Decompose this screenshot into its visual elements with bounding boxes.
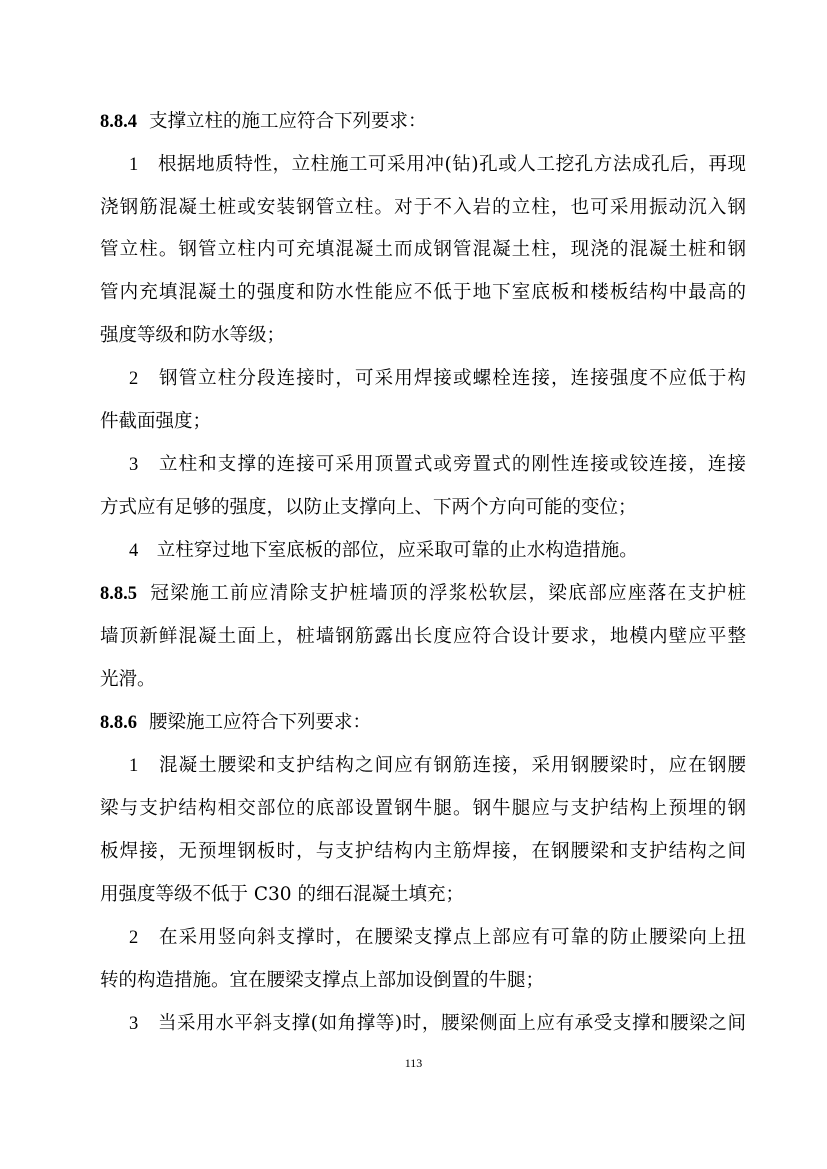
item-number: 2 <box>129 369 139 389</box>
item-number: 1 <box>129 756 139 776</box>
paragraph-line: 方式应有足够的强度，以防止支撑向上、下两个方向可能的变位； <box>100 497 637 518</box>
paragraph-line: 2 在采用竖向斜支撑时，在腰梁支撑点上部应有可靠的防止腰梁向上扭 <box>129 927 746 948</box>
paragraph-line: 强度等级和防水等级； <box>100 325 286 346</box>
paragraph-line: 梁与支护结构相交部位的底部设置钢牛腿。钢牛腿应与支护结构上预埋的钢 <box>100 798 746 819</box>
paragraph-line: 转的构造措施。宜在腰梁支撑点上部加设倒置的牛腿； <box>100 970 545 991</box>
item-number: 3 <box>129 1014 139 1034</box>
paragraph-line: 3 立柱和支撑的连接可采用顶置式或旁置式的刚性连接或铰连接，连接 <box>129 454 746 475</box>
clause-8-8-5-heading: 8.8.5 冠梁施工前应清除支护桩墙顶的浮浆松软层，梁底部应座落在支护桩 <box>100 583 746 604</box>
paragraph-line: 浇钢筋混凝土桩或安装钢管立柱。对于不入岩的立柱，也可采用振动沉入钢 <box>100 197 746 218</box>
paragraph-line: 管立柱。钢管立柱内可充填混凝土而成钢管混凝土柱，现浇的混凝土桩和钢 <box>100 239 746 260</box>
clause-8-8-4-heading: 8.8.4 支撑立柱的施工应符合下列要求： <box>100 111 427 132</box>
paragraph-line: 光滑。 <box>100 669 156 690</box>
paragraph-line: 用强度等级不低于 C30 的细石混凝土填充； <box>100 884 464 905</box>
clause-number: 8.8.4 <box>100 112 137 132</box>
paragraph-line: 板焊接，无预埋钢板时，与支护结构内主筋焊接，在钢腰梁和支护结构之间 <box>100 841 746 862</box>
paragraph-line: 2 钢管立柱分段连接时，可采用焊接或螺栓连接，连接强度不应低于构 <box>129 368 746 389</box>
clause-8-8-6-heading: 8.8.6 腰梁施工应符合下列要求： <box>100 712 372 733</box>
clause-number: 8.8.5 <box>100 584 137 604</box>
paragraph-line: 1 根据地质特性，立柱施工可采用冲(钻)孔或人工挖孔方法成孔后，再现 <box>129 154 746 175</box>
item-number: 1 <box>129 155 139 175</box>
item-number: 3 <box>129 455 139 475</box>
paragraph-line: 管内充填混凝土的强度和防水性能应不低于地下室底板和楼板结构中最高的 <box>100 282 746 303</box>
page-number: 113 <box>404 1056 423 1070</box>
paragraph-line: 3 当采用水平斜支撑(如角撑等)时，腰梁侧面上应有承受支撑和腰梁之间 <box>129 1013 746 1034</box>
paragraph-line: 1 混凝土腰梁和支护结构之间应有钢筋连接，采用钢腰梁时，应在钢腰 <box>129 755 746 776</box>
paragraph-line: 件截面强度； <box>100 411 212 432</box>
item-number: 4 <box>129 541 139 561</box>
item-number: 2 <box>129 928 139 948</box>
paragraph-line: 墙顶新鲜混凝土面上，桩墙钢筋露出长度应符合设计要求，地模内壁应平整 <box>100 626 746 647</box>
clause-number: 8.8.6 <box>100 713 137 733</box>
paragraph-line: 4 立柱穿过地下室底板的部位，应采取可靠的止水构造措施。 <box>129 540 638 561</box>
